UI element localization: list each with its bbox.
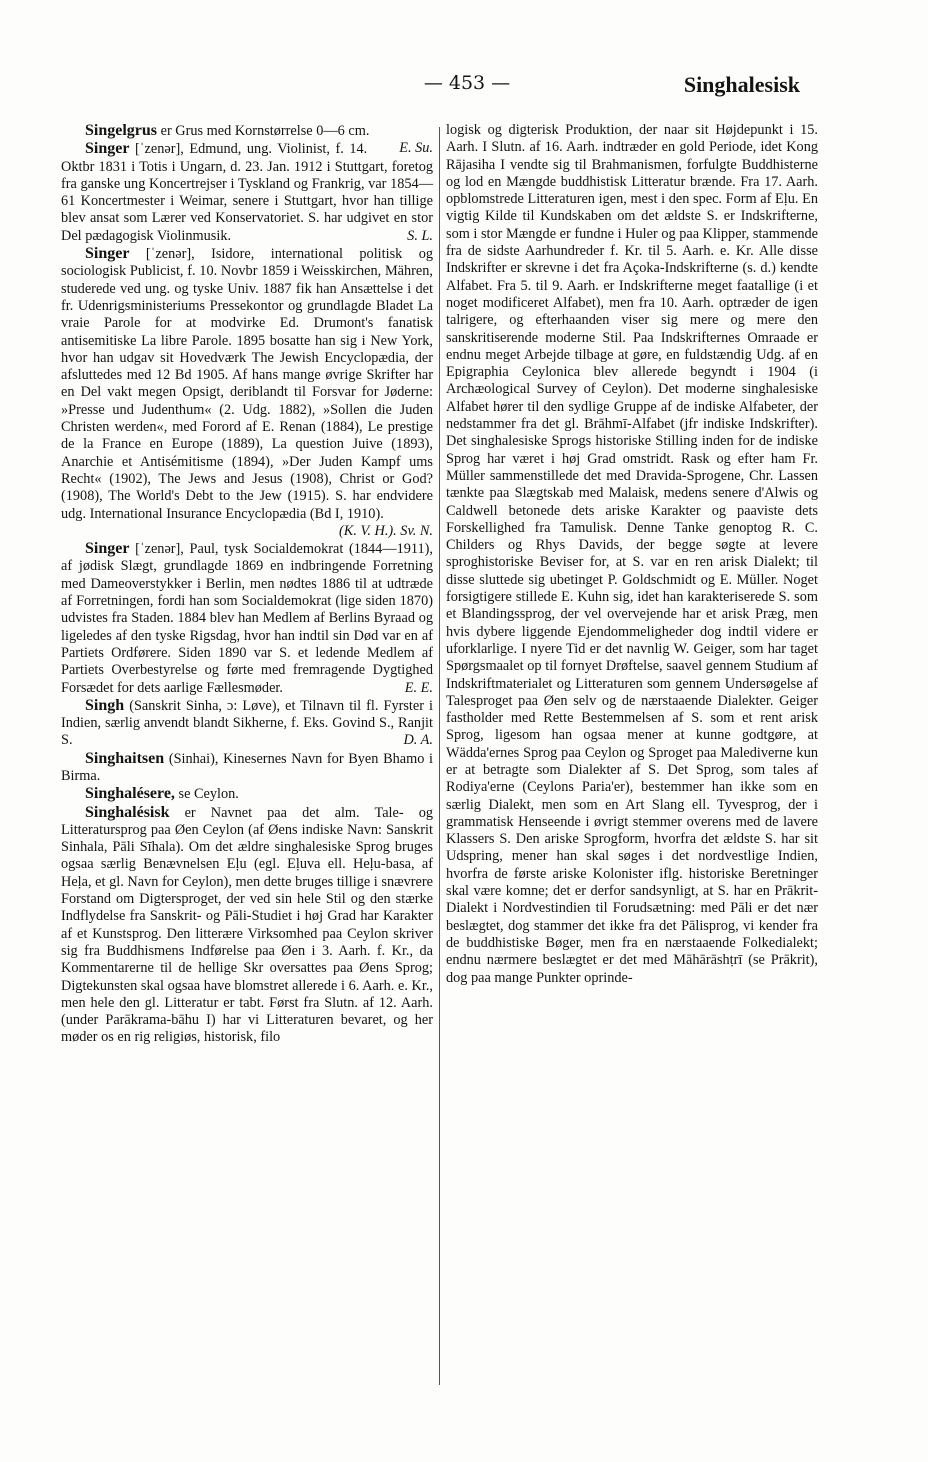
headword: Singhalésisk bbox=[85, 803, 170, 821]
pronunciation: [ˈzenər], bbox=[135, 541, 184, 558]
entry-signature: D. A. bbox=[403, 732, 433, 749]
left-column bbox=[61, 122, 433, 1047]
entry-signature: (K. V. H.). Sv. N. bbox=[339, 522, 433, 539]
entry-body: er Navnet paa det alm. Tale- og Litteratursprog paa Øen Ceylon (af Øens indiske Navn: Sanskrit Sinhala, Pāli Sīhala). Om det ældre singhalesiske Sprog bruges ogsaa særlig Benævnelsen Eḷu (egl. Eḷuva ell. Heḷu-basa, af Heḷa, et gl. Navn for Ceylon), men dette bruges tillige i snævrere Forstand om Digtersproget, der ved sin hele Stil og den stærke Indflydelse fra Sanskrit- og Pāli-Studiet i høj Grad har Karakter af et Kunstsprog. Den litterære Virksomhed paa Ceylon skriver sig fra Buddhismens Indførelse paa Øen i 3. Aarh. f. Kr., da Kommentarerne til de hellige Skr oversattes paa Øens Sprog; Digtekunsten skal ogsaa have blomstret allerede i 6. Aarh. e. Kr., men hele den gl. Litteratur er tabt. Først fra Slutn. af 12. Aarh. (under Parākrama-bāhu I) har vi Litteraturen bevaret, og her møder os en rig religiøs, historisk, filo bbox=[61, 804, 433, 1046]
entry-singer-paul bbox=[61, 540, 433, 697]
headword: Singer bbox=[85, 540, 130, 558]
entry-body: Paul, tysk Socialdemokrat (1844—1911), af jødisk Slægt, grundlagde 1869 en indbringende Forretning med Dameoverstykker i Berlin, men nødtes 1886 til at udtræde af Forretningen, fordi han som Socialdemokrat (lige siden 1870) udvistes fra Staden. 1884 blev han Medlem af Berlins Byraad og ligeledes af den tyske Rigsdag, hvor han indtil sin Død var en af Partiets Ordførere. Siden 1890 var S. et ledende Medlem af Partiets Overbestyrelse og førte med fremragende Dygtighed Forsædet for dets aarlige Fællesmøder. bbox=[61, 541, 433, 696]
running-head: Singhalesisk bbox=[683, 72, 800, 97]
entry-body: er Grus med Kornstørrelse 0—6 cm. bbox=[160, 123, 370, 139]
entry-singh bbox=[61, 697, 433, 750]
headword: Singhalésere, bbox=[85, 785, 175, 803]
entry-body: (Sinhai), Kinesernes Navn for Byen Bhamo i Birma. bbox=[61, 750, 434, 784]
entry-singhalesisk bbox=[61, 804, 433, 1047]
page-header bbox=[60, 72, 800, 102]
entry-signature: E. Su. bbox=[399, 140, 433, 157]
entry-signature: E. E. bbox=[404, 679, 433, 696]
page-number: — 453 — bbox=[423, 72, 511, 94]
entry-singhalesere bbox=[61, 785, 433, 803]
headword: Singer bbox=[85, 245, 130, 263]
column-divider bbox=[439, 127, 440, 1385]
pronunciation: [ˈzenər], bbox=[135, 141, 184, 158]
entry-body: Edmund, ung. Violinist, f. 14. Oktbr 1831 i Totis i Ungarn, d. 23. Jan. 1912 i Stuttgart, foretog fra ganske ung Koncertrejser i Tyskland og Frankrig, var 1854—61 Koncertmester i Weimar, senere i Stuttgart, hvor han tillige blev ansat som Lærer ved Konservatoriet. S. har udgivet en stor Del pædagogisk Violinmusik. bbox=[61, 141, 433, 244]
entry-body: Isidore, international politisk og sociologisk Publicist, f. 10. Novbr 1859 i Weisskirchen, Mähren, studerede ved ung. og tyske Univ. 1887 fik han Ansættelse i det fr. Udenrigsministeriums Pressekontor og grundlagde Bladet La vraie Parole for at modvirke Ed. Drumont's fanatisk antisemitiske La libre Parole. 1895 bosatte han sig i New York, hvor han udgav sit Hovedværk The Jewish Encyclopædia, der afsluttedes med 12 Bd 1905. Af hans mange øvrige Skrifter har en Del vakt megen Opsigt, deriblandt til Forsvar for Jøderne: »Presse und Judenthum« (2. Udg. 1882), »Sollen die Juden Christen werden«, med Forord af E. Renan (1884), Le prestige de la France en Europe (1889), La question Juive (1893), Anarchie et Antisémitisme (1894), »Der Juden Kampf ums Recht« (1902), The Jews and Jesus (1908), Christ or God? (1908), The World's Debt to the Jew (1915). S. har endvidere udg. International Insurance Encyclopædia (Bd I, 1910). bbox=[61, 246, 433, 522]
entry-body: (Sanskrit Sinha, ɔ: Løve), et Tilnavn til fl. Fyrster i Indien, særlig anvendt blandt Sikherne, f. Eks. Govind S., Ranjit S. bbox=[61, 697, 434, 749]
entry-singhalesisk-continued: logisk og digterisk Produktion, der naar sit Højdepunkt i 15. Aarh. I Slutn. af 16. Aarh. indtræder en gold Periode, idet Kong Rājasiha I vendte sig til Brahmanismen, forfulgte Buddhisterne og lod en Mængde buddhistisk Litteratur brænde. Fra 17. Aarh. opblomstrede Litteraturen igen, mest i den spec. Form af Eḷu. En vigtig Kilde til Kundskaben om det ældste S. er Indskrifterne, som i stor Mængde er fundne i Huler og paa Klipper, stammende fra de sidste Aarhundreder f. Kr. til 5. Aarh. e. Kr. Alle disse Indskrifter er skrevne i det fra Açoka-Indskrifterne (s. d.) kendte Alfabet. Fra 5. til 9. Aarh. er Indskrifterne meget faatallige (i et noget modificeret Alfabet), men fra 10. Aarh. optræder de igen talrigere, og efterhaanden viser sig mere og mere den sanskritiserende moderne Stil. Paa Indskrifternes Omraade er endnu meget Arbejde tilbage at gøre, en fuldstændig Udg. af en Epigraphia Ceylonica blev allerede begyndt i 1904 (i Archæological Survey of Ceylon). Det moderne singhalesiske Alfabet hører til den sydlige Gruppe af de indiske Alfabeter, der nedstammer fra det gl. Brāhmī-Alfabet (jfr indiske Indskrifter). Det singhalesiske Sprogs historiske Stilling inden for de indiske Sprog har været i høj Grad omstridt. Rask og efter ham Fr. Müller sammenstillede det med Dravida-Sprogene, Chr. Lassen tænkte paa Slægtskab med Malaisk, medens senere d'Alwis og Caldwell betonede dets ariske Karakter og paaviste dets Forskellighed fra Tamulisk. Denne Tanke genoptog R. C. Childers og Rhys Davids, der begge søgte at levere sproghistoriske Beviser for, at S. var en ren arisk Dialekt; til disse sluttede sig ubetinget P. Goldschmidt og E. Müller. Noget forsigtigere stillede E. Kuhn sig, idet han karakteriserede S. som et Blandingssprog, der vel overvejende har et arisk Præg, men hvis dybere liggende Ejendommeligheder dog indtil videre er uforklarlige. I nyere Tid er det navnlig W. Geiger, som har taget Spørgsmaalet op til fornyet Drøftelse, saavel gennem Studium af Indskriftmaterialet og Litteraturen som gennem Undersøgelse af Talesproget paa Øen selv og de nærstaaende Dialekter. Geiger fastholder med Rette Bestemmelsen af S. som et rent arisk Sprog, ligesom han ogsaa mener at kunne godtgøre, at Wädda'ernes Sprog paa Ceylon og Sproget paa Malediverne kun er at betragte som Dialekter af S. Det Sprog, som tales af Rodiya'erne (Ceylons Paria'er), bestemmer han ikke som en særlig Dialekt, men som en Art Slang ell. Tyvesprog, der i grammatisk Henseende i øvrigt stemmer overens med de lavere Klassers S. Den ariske Sprogform, hvorfra det ældste S. har sit Udspring, mener han skal søges i det nordvestlige Indien, hvorfra de første ariske Kolonister iflg. historiske Beretninger skal være komne; det er derfor sandsynligt, at S. har en Prākrit-Dialekt i Nordvestindien til Forudsætning: med Pāli er det nær beslægtet, dog stammer det ikke fra det Pālisprog, vi kender fra de buddhistiske Bøger, men fra en nærstaaende Folkedialekt; endnu nærmere beslægtet er det med Māhārāshṭrī (se Prākrit), dog paa mange Punkter oprinde- bbox=[446, 122, 818, 986]
headword: Singhaitsen bbox=[85, 749, 165, 767]
pronunciation: [ˈzenər], bbox=[145, 246, 195, 263]
entry-body: se Ceylon. bbox=[178, 786, 239, 803]
right-column bbox=[446, 122, 818, 987]
headword: Singh bbox=[85, 696, 125, 714]
entry-signature: S. L. bbox=[407, 227, 433, 244]
headword: Singelgrus bbox=[85, 122, 158, 139]
entry-singhaitsen bbox=[61, 750, 433, 786]
entry-singer-isidore bbox=[61, 245, 433, 540]
headword: Singer bbox=[85, 140, 130, 158]
